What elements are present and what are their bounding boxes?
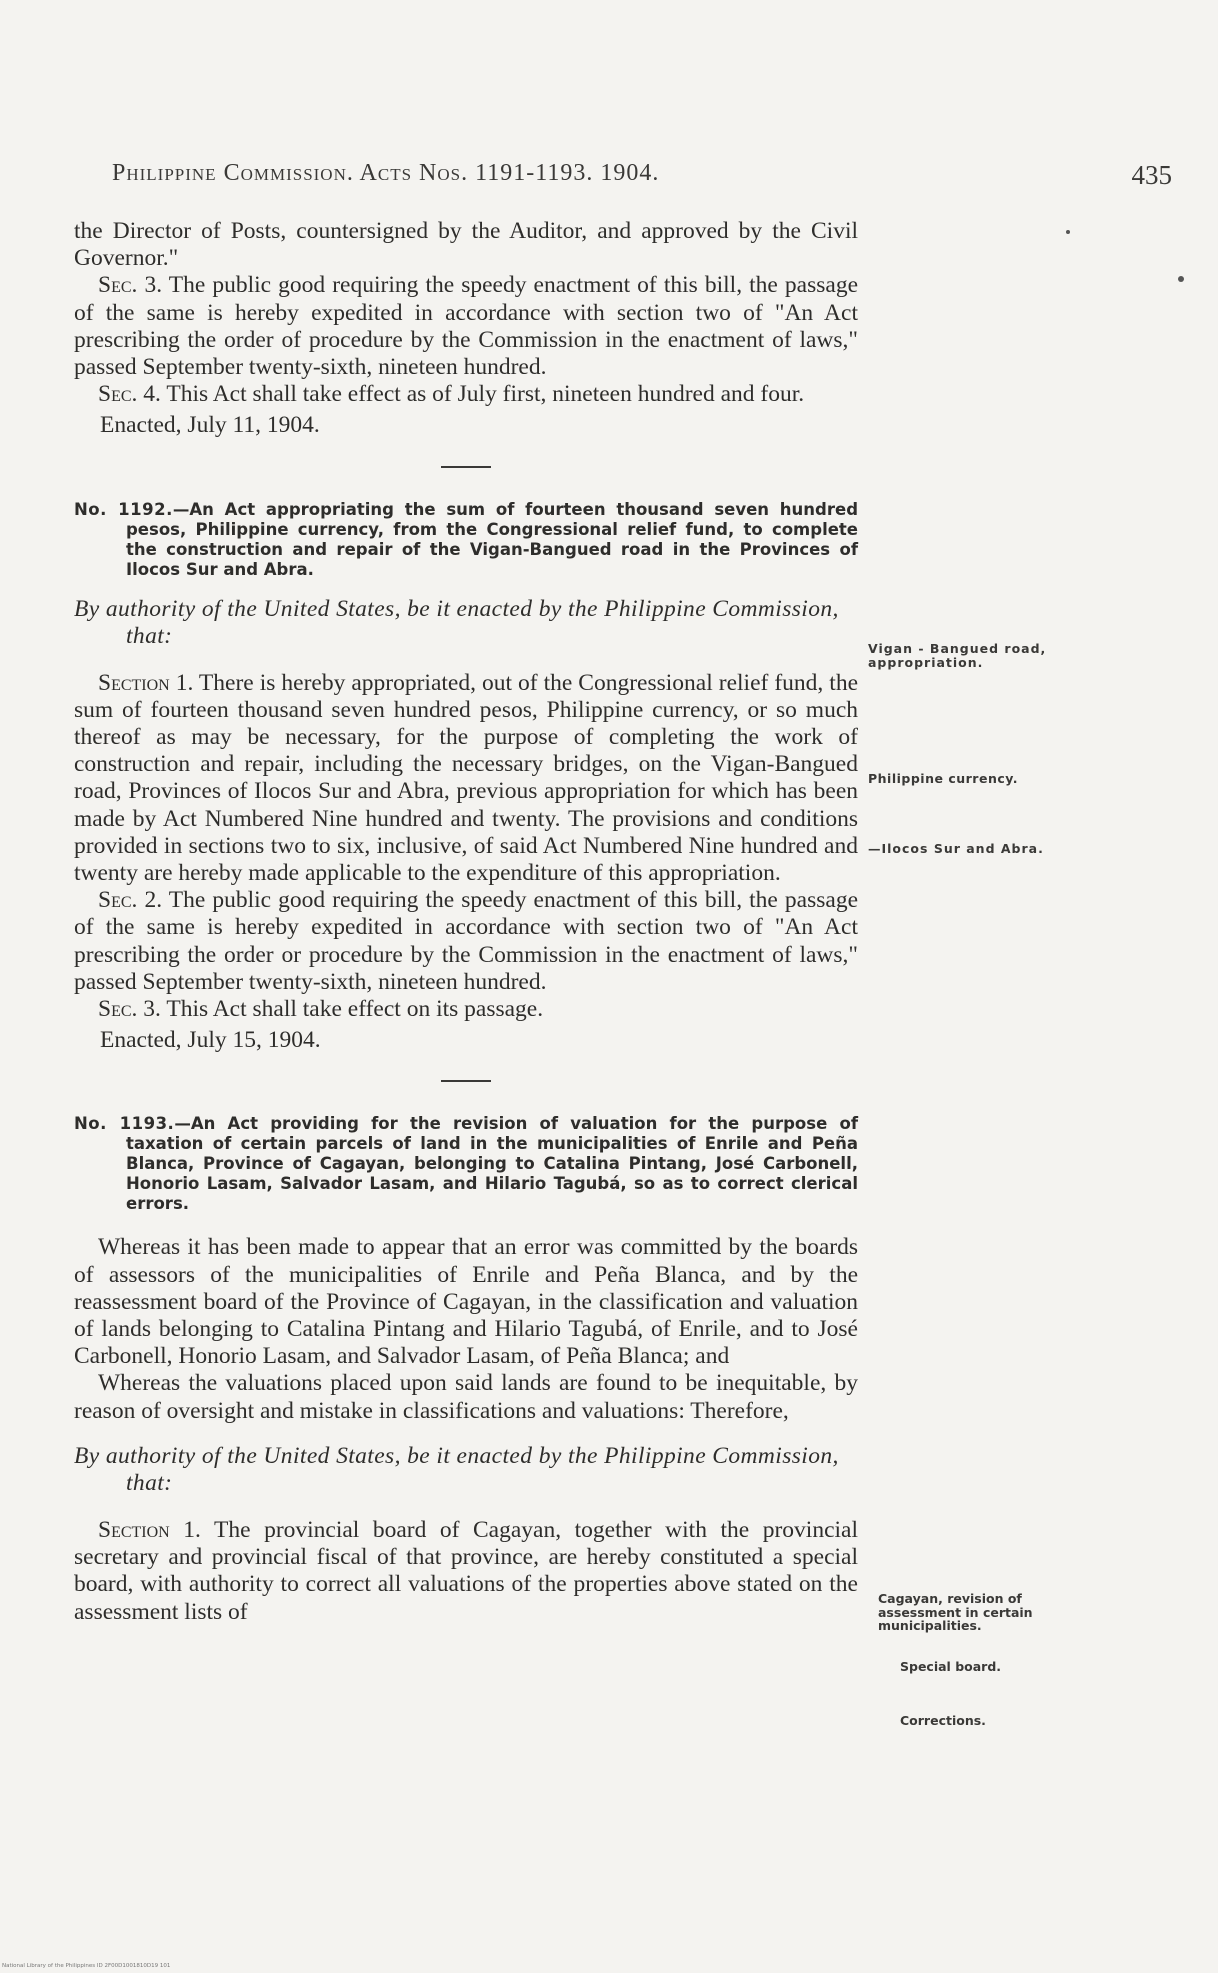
act-title: —An Act providing for the revision of valuation for the purpose of taxation of certain parcels of land in the municipalities of Enrile and Peña Blanca, Province of Cagayan, belonging to Catalina Pintang, José Carbonell, Honorio Lasam, Salvador Lasam, and Hilario Tagubá, so as to correct clerical errors. <box>126 1114 859 1214</box>
section-text: The public good requiring the speedy enactment of this bill, the passage of the same is hereby expedited in accordance with section two of "An Act prescribing the order or procedure by the Commission in the enactment of laws," passed September twenty-sixth, nineteen hundred. <box>74 887 859 995</box>
act1192-enacted-date: Enacted, July 15, 1904. <box>100 1027 321 1054</box>
margin-note-philippine-currency: Philippine currency. <box>868 771 1018 786</box>
margin-note-vigan-bangued: Vigan - Bangued road, appropriation. <box>868 641 1047 670</box>
act1192-heading <box>74 500 858 580</box>
act-number: No. 1192. <box>74 499 173 519</box>
act1193-whereas-2: Whereas the valuations placed upon said lands are found to be inequitable, by reason of oversight and mistake in classifications and valuations: Therefore, <box>74 1370 858 1424</box>
page-number: 435 <box>1131 160 1172 190</box>
section-text: This Act shall take effect as of July first, nineteen hundred and four. <box>160 381 805 408</box>
act1193-heading <box>74 1114 858 1214</box>
act1192-section-2 <box>74 887 858 996</box>
act-title: —An Act appropriating the sum of fourteen thousand seven hundred pesos, Philippine currency, from the Congressional relief fund, to complete the construction and repair of the Vigan-Bangued road in the Provinces of Ilocos Sur and Abra. <box>126 499 859 579</box>
paragraph-text: the Director of Posts, countersigned by the Auditor, and approved by the Civil Governor." <box>74 218 858 272</box>
section-text: This Act shall take effect on its passage. <box>160 996 544 1023</box>
act-number: No. 1193. <box>74 1114 175 1134</box>
section-text: The provincial board of Cagayan, together with the provincial secretary and provincial fiscal of that province, are hereby constituted a special board, with authority to correct all valuations of the properties above stated on the assessment lists of <box>74 1516 858 1625</box>
margin-note-ilocos-abra: —Ilocos Sur and Abra. <box>868 841 1044 856</box>
section-divider <box>441 1080 491 1082</box>
section-label: Section 1. <box>98 1516 201 1543</box>
act1191-section-4 <box>74 381 858 408</box>
margin-note-corrections: Corrections. <box>900 1713 986 1728</box>
section-label: Sec. 3. <box>98 996 161 1023</box>
section-label: Sec. 3. <box>98 272 163 299</box>
scan-footer: National Library of the Philippines ID 2F00D1001810D19 101 <box>2 1963 171 1969</box>
section-label: Sec. 2. <box>98 887 163 914</box>
section-label: Section 1. <box>98 669 194 696</box>
act1192-section-3 <box>74 996 858 1023</box>
speck-mark <box>1178 276 1184 282</box>
act1192-enacting-clause: By authority of the United States, be it enacted by the Philippine Commission, that: <box>74 595 839 649</box>
running-head: Philippine Commission. Acts Nos. 1191-1193. 1904. <box>112 160 660 186</box>
act1193-whereas-1: Whereas it has been made to appear that an error was committed by the boards of assessors of the municipalities of Enrile and Peña Blanca, and by the reassessment board of the Province of Cagayan, in the classification and valuation of lands belonging to Catalina Pintang and Hilario Tagubá, of Enrile, and to José Carbonell, Honorio Lasam, and Salvador Lasam, of Peña Blanca; and <box>74 1234 858 1370</box>
margin-note-special-board: Special board. <box>900 1659 1002 1674</box>
section-label: Sec. 4. <box>98 381 161 408</box>
speck-mark <box>1066 230 1070 234</box>
body-text <box>74 218 858 1626</box>
section-divider <box>441 466 491 468</box>
act1193-enacting-clause: By authority of the United States, be it enacted by the Philippine Commission, that: <box>74 1442 839 1496</box>
act1191-section-3 <box>74 272 858 381</box>
margin-note-cagayan-revision: Cagayan, revision of assessment in certain municipalities. <box>878 1591 1033 1633</box>
section-text: There is hereby appropriated, out of the Congressional relief fund, the sum of fourteen thousand seven hundred pesos, Philippine currency, or so much thereof as may be necessary, for the purpose of completing the work of construction and repair, including the necessary bridges, on the Vigan-Bangued road, Provinces of Ilocos Sur and Abra, previous appropriation for which has been made by Act Numbered Nine hundred and twenty. The provisions and conditions provided in sections two to six, inclusive, of said Act Numbered Nine hundred and twenty are hereby made applicable to the expenditure of this appropriation. <box>74 669 858 887</box>
act1191-enacted-date: Enacted, July 11, 1904. <box>100 412 320 439</box>
page-header <box>112 160 1172 196</box>
act1193-section-1 <box>74 1517 858 1626</box>
section-text: The public good requiring the speedy enactment of this bill, the passage of the same is hereby expedited in accordance with section two of "An Act prescribing the order of procedure by the Commission in the enactment of laws," passed September twenty-sixth, nineteen hundred. <box>74 272 859 381</box>
act1191-continuation <box>74 218 858 272</box>
act1192-section-1 <box>74 670 858 888</box>
